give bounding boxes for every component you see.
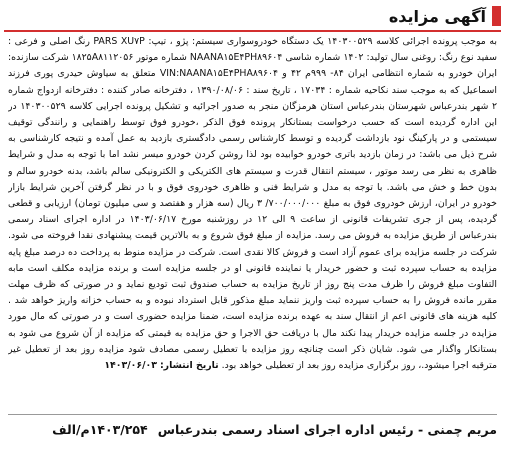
red-marker-icon [492, 6, 501, 26]
notice-header [4, 4, 501, 32]
notice-paragraph [8, 34, 497, 374]
publish-date-label: تاریخ انتشار: [159, 360, 219, 372]
notice-title: آگهی مزایده [388, 6, 486, 26]
publish-date: ۱۴۰۳/۰۶/۰۳ [104, 360, 157, 372]
reference-number: ۱۴۰۳/۲۵۴م/الف [52, 421, 148, 437]
notice-footer [8, 414, 497, 443]
notice-body [8, 34, 497, 402]
notice-body-text: به موجب پرونده اجرائی کلاسه ۱۴۰۳۰۰۵۲۹ یک دستگاه خودروسواری سیستم: پژو ، تیپ: PARS XU۷P رنگ اصلی و فرعی : سفید نوع رنگ: روغنی سال تولید: ۱۴۰۲ شماره شاسی NAANA۱۵E۴PH۸۹۶۰۴ شماره موتور ۱۸۲۵A۸۱۱۲۰۵۶ شرکت سازنده: ایران خودرو به شماره انتظامی ایران ۸۴- ۹۹۹م ۴۲ و VIN:NAANA۱۵E۴PHA۸۹۶۰۴ متعلق به سیاوش حیدری پوری فرزند اسماعیل که به موجب سند نکاحیه شماره : ۱۷۰۳۴ ، تاریخ سند : ۱۳۹۰/۰۸/۰۶ ، دفترخانه صادر کننده : دفترخانه ازدواج شماره ۲ شهر بندرعباس شهرستان بندرعباس استان هرمزگان منجر به صدور اجرائیه و تشکیل پرونده اجرایی کلاسه ۱۴۰۳۰۰۵۲۹ در این اداره گردیده است که حسب درخواست بستانکار پرونده فوق الذکر ،خودرو فوق توسط راهنمایی و رانندگی توقیف سیستمی و در پارکینگ نود بازداشت گردیده و توسط کارشناس رسمی دادگستری بازدید به عمل آمده و نتیجه کارشناسی به شرح ذیل می باشد: در زمان بازدید باتری خودرو خوابیده بود لذا روشن کردن خودرو میسر نشد اما با توجه به مدل و شرایط ظاهری به نظر می رسد موتور ، سیستم انتقال قدرت و سیستم های الکتریکی و الکترونیکی سالم باشد، بدنه خودرو سالم و بدون خط و خش می باشد. با توجه به مدل و شرایط فنی و ظاهری خودروی فوق و با در نظر گرفتن آخرین شرایط بازار خودرو در ایران، ارزش خودروی فوق به مبلغ ۷۰۰/۰۰۰/۰۰۰/ ۳ ریال (سه هزار و هفتصد و سی میلیون تومان) ارزیابی و قطعی گردیده، پس از جری تشریفات قانونی از ساعت ۹ الی ۱۲ در روزشنبه مورخ ۱۴۰۳/۰۶/۱۷ در اداره اجرای اسناد رسمی بندرعباس از طریق مزایده به فروش می رسد. مزایده از مبلغ فوق شروع و به بالاترین قیمت پیشنهادی نقدا فروخته می شود. شرکت در جلسه مزایده برای عموم آزاد است و فروش کالا نقدی است. شرکت در مزایده منوط به پرداخت ده درصد مبلغ پایه مزایده به حساب سپرده ثبت و حضور خریدار یا نماینده قانونی او در جلسه مزایده است و برنده مزایده مکلف است مابه التفاوت مبلغ فروش را ظرف مدت پنج روز از تاریخ مزایده به حساب صندوق ثبت تودیع نماید و در صورتی که ظرف مهلت مقرر مانده فروش را به حساب سپرده ثبت واریز ننماید مبلغ مذکور قابل استرداد نبوده و به حساب خزانه واریز خواهد شد . کلیه هزینه های قانونی اعم از انتقال سند به عهده برنده مزایده است، ضمنا مزایده حضوری است و در صورتی که مال مورد مزایده در جلسه مزایده خریدار پیدا نکند مال با دریافت حق الاجرا و حق مزایده به قیمتی که مزایده از آن شروع می شود به بستانکار واگذار می شود. شایان ذکر است چنانچه روز مزایده با تعطیل رسمی مصادف شود مزایده روز بعد از تعطیل غیر مترقبه اجرا میشود.، روز برگزاری مزایده روز بعد از تعطیلی خواهد بود. [8, 36, 497, 372]
title-badge [389, 4, 501, 28]
signature: مریم چمنی - رئیس اداره اجرای اسناد رسمی بندرعباس [157, 421, 497, 437]
